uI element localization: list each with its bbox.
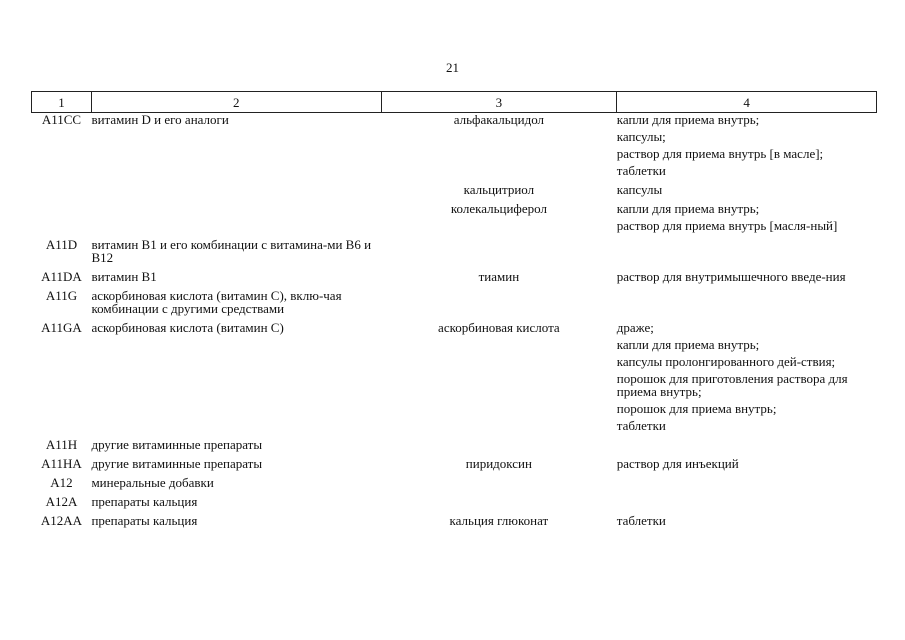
atc-code: A11D — [45, 237, 78, 252]
atc-name-cell — [91, 113, 381, 178]
dosage-form: раствор для инъекций — [616, 456, 739, 471]
table-row — [32, 289, 877, 315]
dosage-form: таблетки — [616, 513, 666, 528]
dosage-form-cell — [617, 438, 877, 451]
atc-name-cell — [91, 238, 381, 264]
inn-name: тиамин — [478, 269, 520, 284]
atc-group-name: препараты кальция — [91, 494, 198, 509]
atc-name-cell — [91, 183, 381, 196]
atc-code-cell — [32, 476, 92, 489]
atc-name-cell — [91, 438, 381, 451]
dosage-form: капли для приема внутрь; — [616, 337, 760, 352]
dosage-form-cell — [617, 113, 877, 178]
atc-group-name: минеральные добавки — [91, 475, 214, 490]
table-row — [32, 321, 877, 432]
atc-code: A12 — [50, 475, 73, 490]
atc-code: A11DA — [41, 269, 82, 284]
inn-cell — [381, 495, 617, 508]
table-row — [32, 476, 877, 489]
dosage-form-cell — [617, 270, 877, 283]
dosage-form: порошок для приема внутрь; — [616, 401, 777, 416]
column-header-2: 2 — [91, 92, 381, 113]
atc-code-cell — [32, 457, 92, 470]
dosage-form-cell — [617, 457, 877, 470]
atc-group-name: аскорбиновая кислота (витамин С) — [91, 320, 284, 335]
atc-name-cell — [91, 514, 381, 527]
atc-code: A11G — [45, 288, 78, 303]
atc-code-cell — [32, 495, 92, 508]
dosage-form-cell — [617, 514, 877, 527]
inn-cell — [381, 113, 617, 178]
dosage-form-cell — [617, 202, 877, 232]
atc-code-cell — [32, 321, 92, 432]
inn-name: кальция глюконат — [449, 513, 549, 528]
column-header-3: 3 — [381, 92, 617, 113]
atc-group-name: витамин D и его аналоги — [91, 112, 229, 127]
dosage-form: капли для приема внутрь; — [616, 112, 760, 127]
inn-cell — [381, 289, 617, 315]
atc-name-cell — [91, 289, 381, 315]
dosage-form-cell — [617, 183, 877, 196]
inn-cell — [381, 321, 617, 432]
atc-group-name: аскорбиновая кислота (витамин С), вклю-чая комбинации с другими средствами — [91, 288, 342, 316]
inn-name: пиридоксин — [465, 456, 532, 471]
dosage-form: порошок для приготовления раствора для приема внутрь; — [616, 371, 848, 399]
table-row — [32, 113, 877, 178]
dosage-form: капсулы; — [616, 129, 666, 144]
atc-group-name: другие витаминные препараты — [91, 437, 263, 452]
dosage-form-cell — [617, 238, 877, 264]
inn-cell — [381, 514, 617, 527]
atc-group-name: витамин B1 и его комбинации с витамина-ми B6 и B12 — [91, 237, 372, 265]
atc-group-name: витамин B1 — [91, 269, 157, 284]
inn-name: кальцитриол — [463, 182, 535, 197]
table-row — [32, 202, 877, 232]
dosage-form-cell — [617, 289, 877, 315]
atc-name-cell — [91, 476, 381, 489]
atc-code: A11HA — [41, 456, 82, 471]
column-header-4: 4 — [617, 92, 877, 113]
dosage-form-cell — [617, 476, 877, 489]
atc-code-cell — [32, 238, 92, 264]
atc-code-cell — [32, 202, 92, 232]
inn-cell — [381, 476, 617, 489]
table-header-row — [32, 92, 877, 113]
inn-cell — [381, 238, 617, 264]
drug-classification-table — [31, 91, 877, 533]
inn-name: альфакальцидол — [453, 112, 545, 127]
atc-group-name: другие витаминные препараты — [91, 456, 263, 471]
atc-name-cell — [91, 321, 381, 432]
dosage-form: таблетки — [616, 163, 666, 178]
dosage-form: раствор для приема внутрь [масля-ный] — [616, 218, 838, 233]
inn-cell — [381, 438, 617, 451]
inn-name: колекальциферол — [450, 201, 547, 216]
inn-name: аскорбиновая кислота — [438, 320, 560, 335]
atc-code-cell — [32, 270, 92, 283]
dosage-form: драже; — [616, 320, 654, 335]
atc-code: A11CC — [41, 112, 82, 127]
column-header-1: 1 — [32, 92, 92, 113]
dosage-form: раствор для внутримышечного введе-ния — [616, 269, 846, 284]
inn-cell — [381, 202, 617, 232]
atc-code-cell — [32, 113, 92, 178]
inn-cell — [381, 183, 617, 196]
atc-code: A11H — [45, 437, 78, 452]
dosage-form: капсулы — [616, 182, 663, 197]
atc-code-cell — [32, 514, 92, 527]
table-row — [32, 457, 877, 470]
atc-code-cell — [32, 183, 92, 196]
dosage-form-cell — [617, 321, 877, 432]
table-row — [32, 438, 877, 451]
atc-code: A12AA — [40, 513, 83, 528]
table-body — [32, 113, 877, 534]
table-row — [32, 238, 877, 264]
table-row — [32, 495, 877, 508]
atc-code: A12A — [45, 494, 78, 509]
dosage-form: таблетки — [616, 418, 666, 433]
table-row — [32, 183, 877, 196]
dosage-form-cell — [617, 495, 877, 508]
page-number: 21 — [446, 60, 459, 75]
atc-name-cell — [91, 495, 381, 508]
atc-name-cell — [91, 202, 381, 232]
inn-cell — [381, 270, 617, 283]
dosage-form: капли для приема внутрь; — [616, 201, 760, 216]
inn-cell — [381, 457, 617, 470]
atc-group-name: препараты кальция — [91, 513, 198, 528]
atc-name-cell — [91, 270, 381, 283]
atc-name-cell — [91, 457, 381, 470]
atc-code: A11GA — [41, 320, 82, 335]
dosage-form: раствор для приема внутрь [в масле]; — [616, 146, 824, 161]
table-row — [32, 270, 877, 283]
atc-code-cell — [32, 289, 92, 315]
dosage-form: капсулы пролонгированного дей-ствия; — [616, 354, 836, 369]
table-row — [32, 514, 877, 527]
atc-code-cell — [32, 438, 92, 451]
